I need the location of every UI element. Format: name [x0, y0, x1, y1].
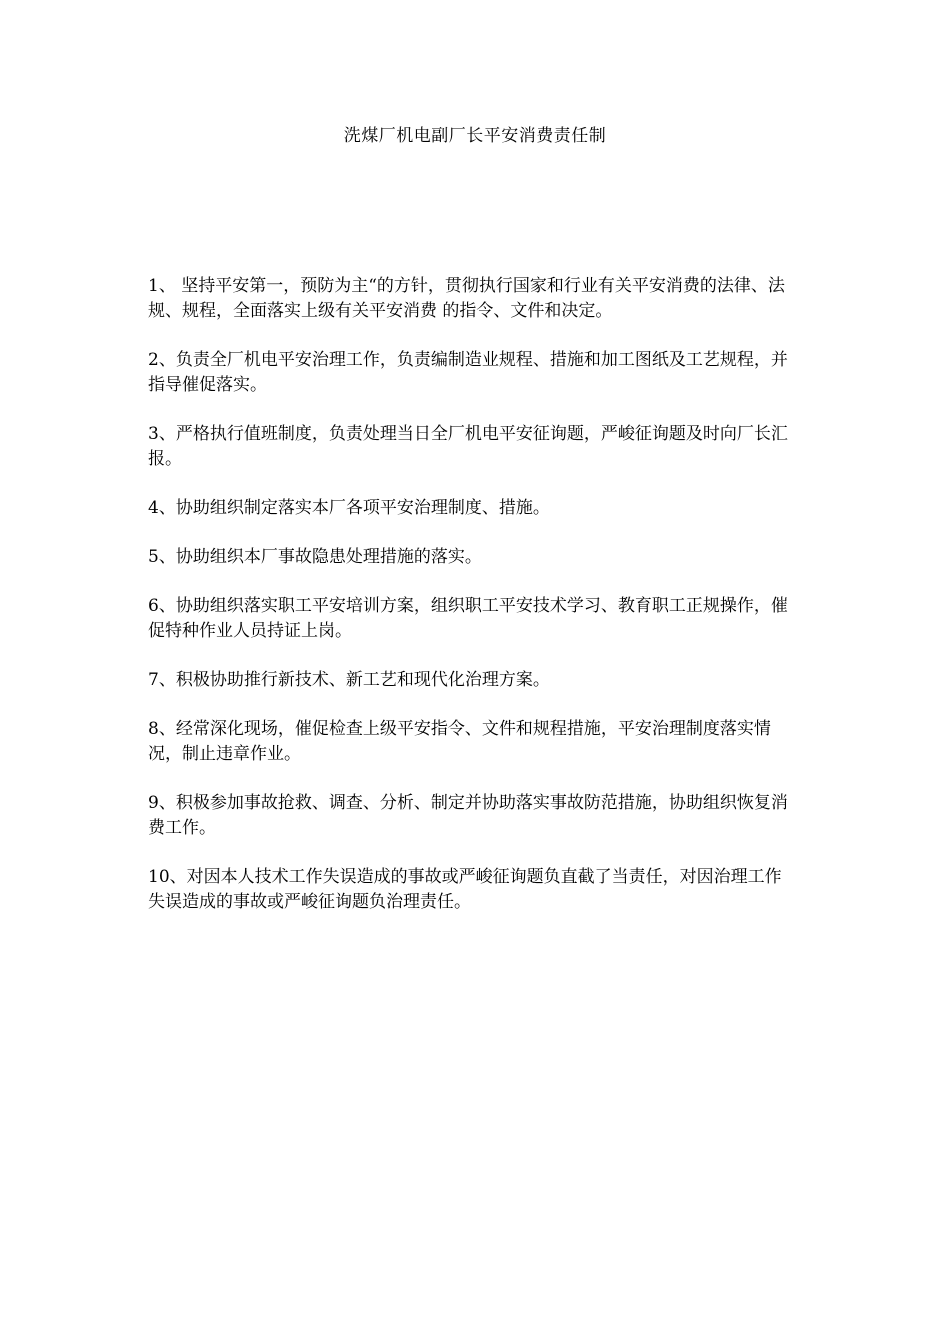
page-title: 洗煤厂机电副厂长平安消费责任制 [343, 126, 607, 146]
clause-item: 9、积极参加事故抢救、调查、分析、制定并协助落实事故防范措施，协助组织恢复消费工作。 [148, 793, 788, 838]
clause-item: 2、负责全厂机电平安治理工作，负责编制造业规程、措施和加工图纸及工艺规程，并指导催促落实。 [148, 350, 788, 395]
clause-list [148, 274, 798, 939]
clause-item: 5、协助组织本厂事故隐患处理措施的落实。 [148, 547, 482, 567]
clause-item: 10、对因本人技术工作失误造成的事故或严峻征询题负直截了当责任，对因治理工作失误造成的事故或严峻征询题负治理责任。 [148, 867, 782, 912]
clause-item: 7、积极协助推行新技术、新工艺和现代化治理方案。 [148, 670, 550, 690]
clause-item: 3、严格执行值班制度，负责处理当日全厂机电平安征询题，严峻征询题及时向厂长汇报。 [148, 424, 788, 469]
clause-item: 4、协助组织制定落实本厂各项平安治理制度、措施。 [148, 498, 550, 518]
clause-item: 1、 坚持平安第一，预防为主“的方针，贯彻执行国家和行业有关平安消费的法律、法规、规程，全面落实上级有关平安消费 的指令、文件和决定。 [148, 276, 785, 321]
clause-item: 8、经常深化现场，催促检查上级平安指令、文件和规程措施，平安治理制度落实情况，制止违章作业。 [148, 719, 771, 764]
clause-item: 6、协助组织落实职工平安培训方案，组织职工平安技术学习、教育职工正规操作，催促特种作业人员持证上岗。 [148, 596, 788, 641]
